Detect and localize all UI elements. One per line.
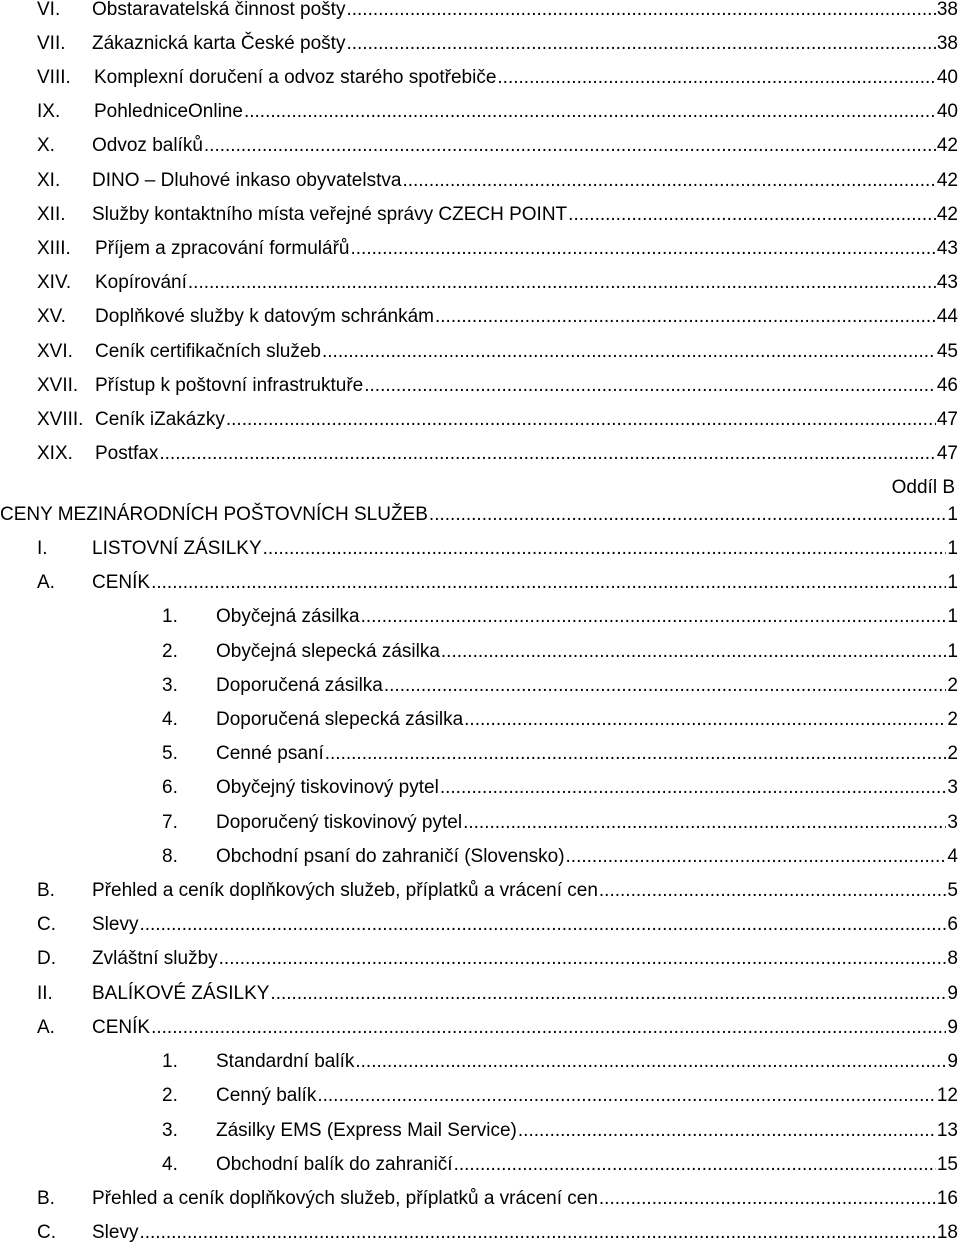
toc-entry-number: 2. (162, 1085, 178, 1106)
toc-entry-title: Komplexní doručení a odvoz starého spotřebiče (94, 67, 497, 88)
toc-entry-page: 9 (947, 1051, 958, 1072)
toc-entry-number: I. (37, 538, 48, 559)
toc-entry-number: B. (37, 1188, 55, 1209)
toc-entry-title: Ceník certifikačních služeb (95, 341, 321, 362)
toc-entry-page: 18 (936, 1222, 958, 1243)
toc-entry-title: CENY MEZINÁRODNÍCH POŠTOVNÍCH SLUŽEB (0, 504, 428, 525)
toc-dot-leader (159, 441, 935, 467)
toc-entry-title: PohledniceOnline (94, 101, 243, 122)
toc-entry-page: 1 (947, 538, 958, 559)
toc-entry-title: Doporučený tiskovinový pytel (216, 812, 463, 833)
toc-entry-number: XIX. (37, 443, 73, 464)
toc-entry[interactable] (37, 99, 958, 125)
toc-entry[interactable] (37, 304, 958, 330)
toc-entry-page: 4 (947, 846, 958, 867)
toc-entry-page: 43 (936, 272, 958, 293)
toc-dot-leader (384, 673, 947, 699)
toc-entry-page: 42 (936, 135, 958, 156)
toc-entry-number: 3. (162, 1120, 178, 1141)
toc-entry-number: X. (37, 135, 55, 156)
toc-entry-number: XVIII. (37, 409, 84, 430)
toc-entry-page: 40 (936, 101, 958, 122)
toc-dot-leader (599, 878, 947, 904)
toc-entry-page: 3 (947, 777, 958, 798)
toc-entry-title: CENÍK (92, 1017, 151, 1038)
toc-entry-number: 7. (162, 812, 178, 833)
toc-entry-page: 2 (947, 709, 958, 730)
toc-entry-page: 42 (936, 204, 958, 225)
toc-entry-number: C. (37, 1222, 56, 1243)
toc-entry[interactable] (37, 65, 958, 91)
toc-entry[interactable] (37, 236, 958, 262)
toc-entry-title: Ceník iZakázky (95, 409, 225, 430)
section-heading: Oddíl B (891, 477, 955, 498)
toc-entry[interactable] (162, 707, 958, 733)
toc-entry-number: IX. (37, 101, 61, 122)
toc-entry[interactable] (37, 1220, 958, 1246)
toc-entry[interactable] (162, 673, 958, 699)
toc-dot-leader (317, 1083, 936, 1109)
toc-entry-page: 42 (936, 170, 958, 191)
toc-entry[interactable] (37, 202, 958, 228)
toc-entry-number: A. (37, 1017, 55, 1038)
toc-entry-page: 46 (936, 375, 958, 396)
toc-entry-title: Obyčejná zásilka (216, 606, 360, 627)
toc-entry-title: CENÍK (92, 572, 151, 593)
toc-entry-page: 47 (936, 409, 958, 430)
toc-entry[interactable] (162, 604, 958, 630)
toc-entry[interactable] (162, 1049, 958, 1075)
toc-dot-leader (263, 536, 947, 562)
toc-dot-leader (463, 810, 946, 836)
toc-entry-number: 3. (162, 675, 178, 696)
toc-entry-title: Obchodní balík do zahraničí (216, 1154, 453, 1175)
toc-dot-leader (325, 741, 947, 767)
toc-entry-number: XV. (37, 306, 66, 327)
toc-entry[interactable] (37, 536, 958, 562)
toc-dot-leader (139, 912, 946, 938)
toc-entry-title: Obyčejná slepecká zásilka (216, 641, 440, 662)
toc-dot-leader (518, 1118, 936, 1144)
toc-entry-number: 4. (162, 1154, 178, 1175)
toc-entry-page: 47 (936, 443, 958, 464)
toc-entry-title: Postfax (95, 443, 159, 464)
toc-entry-number: 2. (162, 641, 178, 662)
toc-entry-number: XI. (37, 170, 61, 191)
toc-entry-page: 2 (947, 743, 958, 764)
toc-dot-leader (355, 1049, 946, 1075)
toc-entry-title: Obstaravatelská činnost pošty (92, 0, 346, 20)
toc-entry-number: 1. (162, 606, 178, 627)
toc-entry[interactable] (37, 912, 958, 938)
toc-entry-title: Slevy (92, 1222, 139, 1243)
toc-entry-number: A. (37, 572, 55, 593)
toc-entry-page: 43 (936, 238, 958, 259)
toc-entry[interactable] (37, 0, 958, 23)
toc-entry-title: Zákaznická karta České pošty (92, 33, 346, 54)
toc-entry[interactable] (37, 1015, 958, 1041)
toc-entry[interactable] (0, 502, 958, 528)
toc-entry-page: 12 (936, 1085, 958, 1106)
toc-dot-leader (364, 373, 936, 399)
toc-entry-page: 44 (936, 306, 958, 327)
toc-entry[interactable] (37, 31, 958, 57)
toc-entry-number: 4. (162, 709, 178, 730)
toc-dot-leader (464, 707, 946, 733)
toc-dot-leader (441, 639, 947, 665)
toc-entry-title: Přehled a ceník doplňkových služeb, příplatků a vrácení cen (92, 1188, 598, 1209)
toc-entry-number: VII. (37, 33, 66, 54)
toc-entry-page: 9 (947, 983, 958, 1004)
toc-entry-page: 1 (947, 572, 958, 593)
toc-entry[interactable] (37, 981, 958, 1007)
toc-dot-leader (139, 1220, 935, 1246)
toc-entry-number: C. (37, 914, 56, 935)
toc-dot-leader (322, 339, 936, 365)
toc-dot-leader (599, 1186, 936, 1212)
toc-dot-leader (497, 65, 935, 91)
toc-entry-page: 8 (947, 948, 958, 969)
toc-entry-page: 3 (947, 812, 958, 833)
toc-entry-title: LISTOVNÍ ZÁSILKY (92, 538, 262, 559)
toc-entry[interactable] (37, 878, 958, 904)
toc-entry-page: 1 (947, 504, 958, 525)
toc-entry[interactable] (37, 407, 958, 433)
toc-entry-title: Doporučená zásilka (216, 675, 383, 696)
toc-entry[interactable] (37, 339, 958, 365)
toc-entry[interactable] (37, 1186, 958, 1212)
toc-entry-page: 6 (947, 914, 958, 935)
toc-entry-title: Standardní balík (216, 1051, 355, 1072)
toc-dot-leader (402, 168, 935, 194)
toc-entry[interactable] (37, 373, 958, 399)
toc-entry-page: 9 (947, 1017, 958, 1038)
toc-entry[interactable] (162, 639, 958, 665)
toc-entry-title: Cenný balík (216, 1085, 317, 1106)
toc-entry[interactable] (162, 741, 958, 767)
toc-entry-page: 38 (936, 33, 958, 54)
toc-dot-leader (429, 502, 947, 528)
toc-entry-page: 15 (936, 1154, 958, 1175)
toc-entry[interactable] (37, 946, 958, 972)
toc-entry-page: 1 (947, 606, 958, 627)
toc-dot-leader (346, 31, 935, 57)
toc-dot-leader (351, 236, 936, 262)
toc-entry-page: 5 (947, 880, 958, 901)
toc-dot-leader (440, 775, 947, 801)
toc-entry-number: II. (37, 983, 53, 1004)
toc-dot-leader (226, 407, 936, 433)
toc-entry-page: 38 (936, 0, 958, 20)
toc-entry[interactable] (162, 1152, 958, 1178)
toc-entry-page: 13 (936, 1120, 958, 1141)
toc-entry[interactable] (37, 270, 958, 296)
toc-entry-title: Služby kontaktního místa veřejné správy CZECH POINT (92, 204, 568, 225)
toc-entry-title: Přehled a ceník doplňkových služeb, příplatků a vrácení cen (92, 880, 598, 901)
toc-dot-leader (566, 844, 947, 870)
toc-dot-leader (568, 202, 936, 228)
toc-entry-number: VI. (37, 0, 61, 20)
toc-dot-leader (244, 99, 936, 125)
toc-entry-number: XVI. (37, 341, 73, 362)
toc-dot-leader (346, 0, 935, 23)
toc-dot-leader (151, 1015, 946, 1041)
toc-entry-page: 1 (947, 641, 958, 662)
toc-entry-number: XVII. (37, 375, 79, 396)
toc-entry-title: Zvláštní služby (92, 948, 218, 969)
toc-entry[interactable] (37, 570, 958, 596)
toc-entry-number: 1. (162, 1051, 178, 1072)
toc-entry[interactable] (37, 133, 958, 159)
toc-dot-leader (204, 133, 936, 159)
toc-entry-page: 40 (936, 67, 958, 88)
toc-entry[interactable] (37, 168, 958, 194)
toc-entry-title: Příjem a zpracování formulářů (95, 238, 350, 259)
toc-entry-title: DINO – Dluhové inkaso obyvatelstva (92, 170, 402, 191)
toc-entry-number: VIII. (37, 67, 71, 88)
toc-dot-leader (151, 570, 946, 596)
toc-entry-title: Přístup k poštovní infrastruktuře (95, 375, 364, 396)
toc-entry-number: 6. (162, 777, 178, 798)
toc-entry-number: 5. (162, 743, 178, 764)
toc-entry[interactable] (37, 441, 958, 467)
toc-entry[interactable] (162, 1118, 958, 1144)
toc-entry-page: 45 (936, 341, 958, 362)
toc-entry-number: B. (37, 880, 55, 901)
toc-entry-number: XIII. (37, 238, 71, 259)
toc-entry-title: BALÍKOVÉ ZÁSILKY (92, 983, 270, 1004)
toc-entry-number: XIV. (37, 272, 72, 293)
toc-entry-page: 2 (947, 675, 958, 696)
toc-entry-page: 16 (936, 1188, 958, 1209)
toc-entry-title: Obchodní psaní do zahraničí (Slovensko) (216, 846, 565, 867)
toc-entry-title: Kopírování (95, 272, 187, 293)
toc-entry-title: Slevy (92, 914, 139, 935)
toc-dot-leader (270, 981, 946, 1007)
toc-dot-leader (219, 946, 947, 972)
toc-entry-title: Zásilky EMS (Express Mail Service) (216, 1120, 517, 1141)
toc-entry-number: XII. (37, 204, 66, 225)
toc-entry-number: D. (37, 948, 56, 969)
toc-entry-title: Cenné psaní (216, 743, 324, 764)
toc-dot-leader (454, 1152, 936, 1178)
toc-entry[interactable] (162, 775, 958, 801)
toc-dot-leader (435, 304, 936, 330)
toc-entry-title: Obyčejný tiskovinový pytel (216, 777, 439, 798)
toc-entry-number: 8. (162, 846, 178, 867)
toc-entry[interactable] (162, 1083, 958, 1109)
toc-entry-title: Odvoz balíků (92, 135, 203, 156)
toc-dot-leader (361, 604, 947, 630)
toc-entry[interactable] (162, 810, 958, 836)
toc-dot-leader (188, 270, 936, 296)
toc-entry-title: Doplňkové služby k datovým schránkám (95, 306, 434, 327)
toc-entry[interactable] (162, 844, 958, 870)
toc-entry-title: Doporučená slepecká zásilka (216, 709, 464, 730)
